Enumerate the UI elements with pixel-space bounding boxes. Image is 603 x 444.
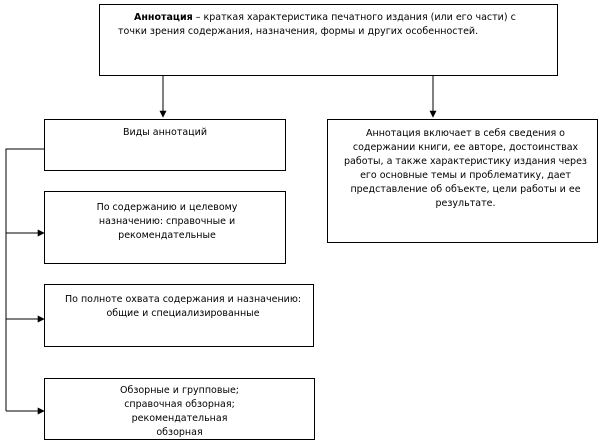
types-title-box — [44, 119, 286, 171]
includes-box — [327, 119, 598, 243]
type-item-1: По содержанию и целевому назначению: справочные и рекомендательные — [96, 202, 238, 241]
definition-term: Аннотация — [134, 12, 193, 23]
type-item-2: По полноте охвата содержания и назначению: общие и специализированные — [64, 294, 302, 319]
type-box-1 — [44, 191, 286, 264]
type-box-3 — [44, 378, 315, 440]
definition-box — [99, 4, 558, 76]
type-box-2 — [44, 284, 314, 347]
definition-text: – краткая характеристика печатного издания (или его части) с точки зрения содержания, назначения, формы и других особенностей. — [118, 12, 516, 37]
includes-text: Аннотация включает в себя сведения о содержании книги, ее авторе, достоинствах работы, а также характеристику издания через его основные темы и проблематику, дает представление об объекте, цели работы и ее результате. — [343, 128, 587, 209]
type-item-3: Обзорные и групповые; справочная обзорная; рекомендательная обзорная — [119, 385, 240, 438]
types-branch-line — [6, 149, 44, 411]
types-title: Виды аннотаций — [122, 127, 207, 138]
